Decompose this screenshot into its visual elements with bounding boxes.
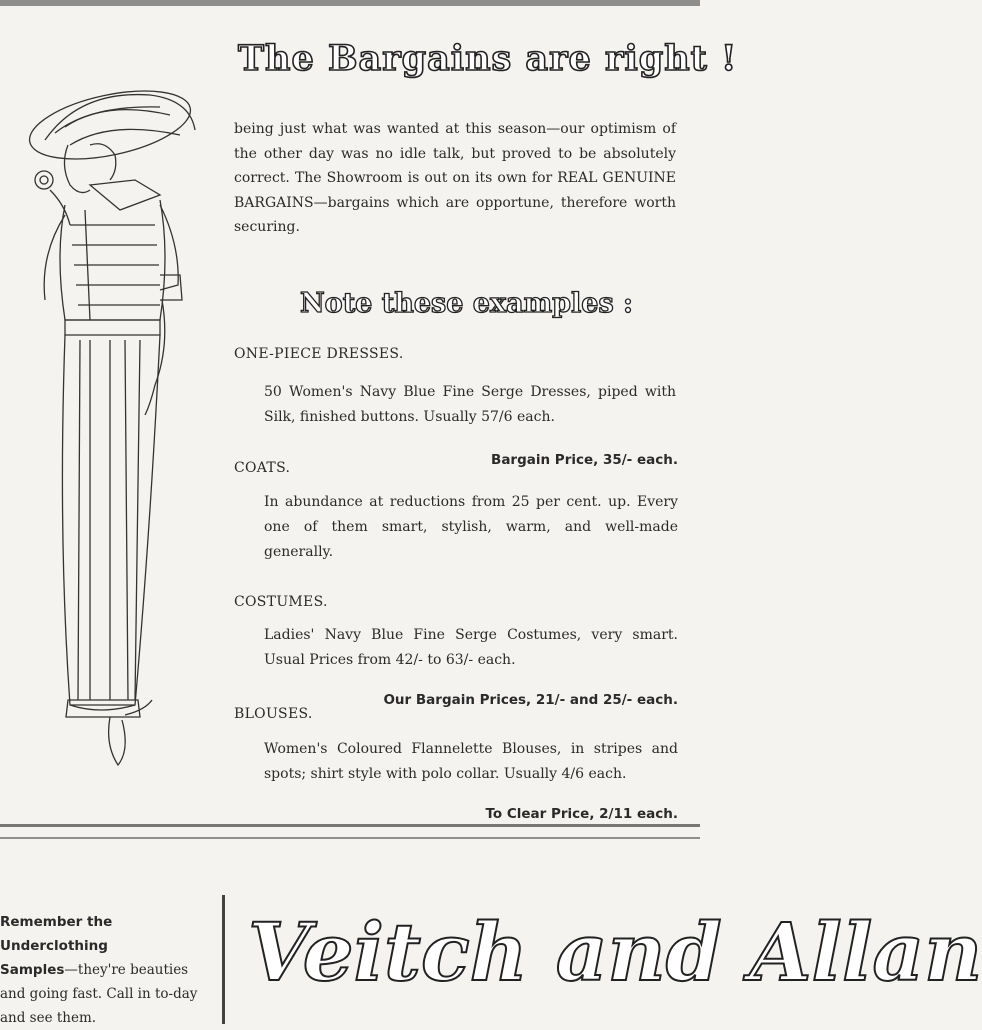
section-price-dresses: Bargain Price, 35/- each. — [491, 452, 678, 468]
top-rule — [0, 0, 700, 6]
section-body-blouses: Women's Coloured Flannelette Blouses, in stripes and spots; shirt style with polo collar. Usually 4/6 each. — [264, 741, 678, 782]
section-body-coats: In abundance at reductions from 25 per cent. up. Every one of them smart, stylish, warm, and well-made generally. — [264, 494, 678, 560]
shop-logo: Veitch and Allan — [248, 905, 982, 999]
section-title-blouses: BLOUSES. — [234, 706, 313, 722]
section-price-blouses: To Clear Price, 2/11 each. — [485, 806, 678, 822]
section-title-costumes: COSTUMES. — [234, 594, 328, 610]
intro-paragraph: being just what was wanted at this season—our optimism of the other day was no idle talk, but proved to be absolutely correct. The Showroom is out on its own for REAL GENUINE BARGAINS—bargains which are opportune, therefore worth securing. — [234, 121, 676, 235]
section-price-costumes: Our Bargain Prices, 21/- and 25/- each. — [383, 692, 678, 708]
note-rest: —they're beauties and going fast. Call in to-day and see them. — [0, 962, 198, 1026]
subheading: Note these examples : — [300, 288, 634, 319]
column-rule — [222, 895, 225, 1024]
divider-rule — [0, 824, 700, 839]
underclothing-note — [0, 910, 210, 1030]
section-body-costumes: Ladies' Navy Blue Fine Serge Costumes, very smart. Usual Prices from 42/- to 63/- each. — [264, 627, 678, 668]
section-title-dresses: ONE-PIECE DRESSES. — [234, 346, 404, 362]
section-title-coats: COATS. — [234, 460, 291, 476]
headline: The Bargains are right ! — [238, 38, 738, 79]
note-lead-2: Samples — [0, 962, 65, 978]
note-lead: Remember the Underclothing — [0, 914, 113, 954]
section-body-dresses: 50 Women's Navy Blue Fine Serge Dresses, piped with Silk, finished buttons. Usually 57/6 each. — [264, 384, 676, 425]
woman-illustration — [10, 85, 215, 775]
